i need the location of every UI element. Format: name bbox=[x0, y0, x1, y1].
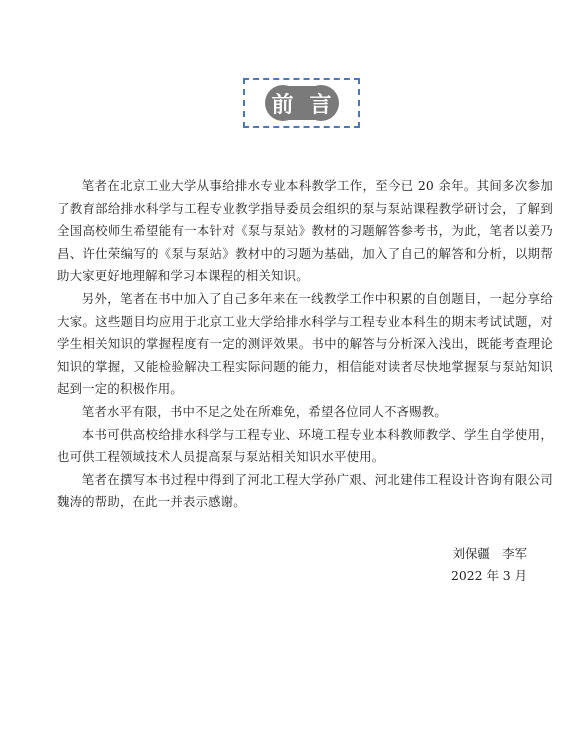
signature-authors: 刘保疆 李军 bbox=[452, 546, 527, 561]
paragraph-3: 笔者水平有限，书中不足之处在所难免，希望各位同人不吝赐教。 bbox=[81, 403, 447, 419]
signature-block bbox=[451, 543, 527, 587]
paragraph-4: 本书可供高校给排水科学与工程专业、环境工程专业本科教师教学、学生自学使用，也可供工程领域技术人员提高泵与泵站相关知识水平使用。 bbox=[57, 426, 553, 465]
paragraph-5: 笔者在撰写本书过程中得到了河北工程大学孙广艰、河北建伟工程设计咨询有限公司魏涛的帮助，在此一并表示感谢。 bbox=[57, 471, 553, 510]
paragraph-2: 另外，笔者在书中加入了自己多年来在一线教学工作中积累的自创题目，一起分享给大家。这些题目均应用于北京工业大学给排水科学与工程专业本科生的期末考试试题，对学生相关知识的掌握程度有一定的测评效果。书中的解答与分析深入浅出，既能考查理论知识的掌握，又能检验解决工程实际问题的能力，相信能对读者尽快地掌握泵与泵站知识起到一定的积极作用。 bbox=[57, 290, 553, 397]
preface-title-frame bbox=[243, 78, 360, 128]
preface-body bbox=[57, 175, 553, 514]
signature-date: 2022 年 3 月 bbox=[450, 568, 527, 583]
title-char-yan: 言 bbox=[303, 85, 339, 121]
title-char-qian: 前 bbox=[265, 85, 301, 121]
paragraph-1: 笔者在北京工业大学从事给排水专业本科教学工作，至今已 20 余年。其间多次参加了教育部给排水科学与工程专业教学指导委员会组织的泵与泵站课程教学研讨会，了解到全国高校师生希望能有一本针对《泵与泵站》教材的习题解答参考书，为此，笔者以姜乃昌、许仕荣编写的《泵与泵站》教材中的习题为基础，加入了自己的解答和分析，以期帮助大家更好地理解和学习本课程的相关知识。 bbox=[57, 178, 553, 284]
